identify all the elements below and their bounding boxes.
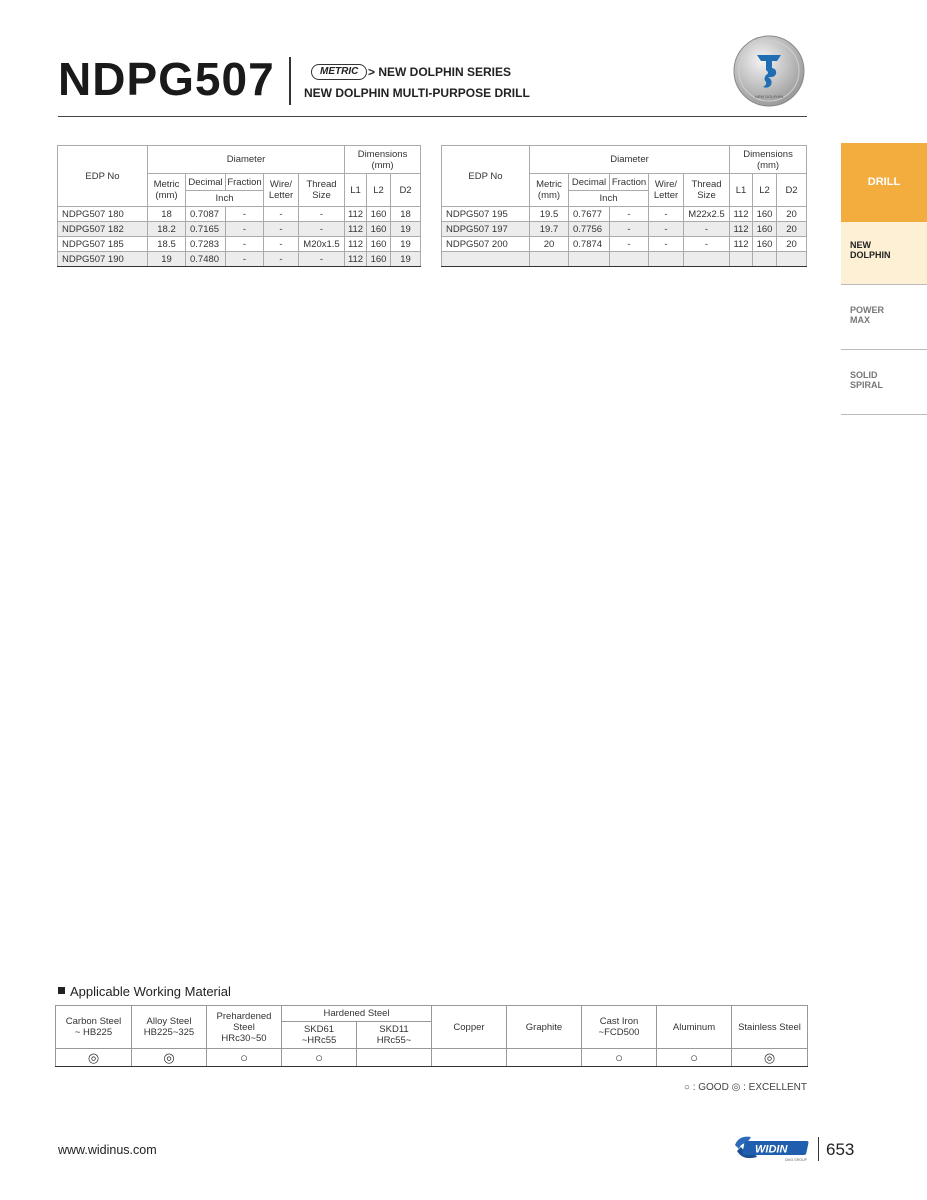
cell-thread: -: [684, 237, 730, 252]
col-d2: D2: [391, 174, 421, 207]
col-inch: Inch: [569, 191, 649, 207]
cell-edp: NDPG507 197: [442, 222, 530, 237]
spec-table-right: [441, 145, 807, 267]
cell-wire: -: [264, 207, 299, 222]
rating-empty: [357, 1049, 432, 1067]
col-l1: L1: [730, 174, 753, 207]
mat-aluminum: Aluminum: [657, 1006, 732, 1049]
col-metric: Metric (mm): [530, 174, 569, 207]
cell-edp: NDPG507 180: [58, 207, 148, 222]
mat-skd61: SKD61 ~HRc55: [282, 1022, 357, 1049]
col-dimensions: Dimensions (mm): [730, 146, 807, 174]
cell-wire: -: [264, 252, 299, 267]
cell-thread: -: [299, 222, 345, 237]
col-dimensions: Dimensions (mm): [345, 146, 421, 174]
product-model-title: NDPG507: [58, 53, 275, 105]
bullet-square-icon: [58, 987, 65, 994]
rating-excellent-icon: ◎: [132, 1049, 207, 1067]
rating-row: [56, 1049, 808, 1067]
col-wire-letter: Wire/ Letter: [264, 174, 299, 207]
col-diameter: Diameter: [530, 146, 730, 174]
mat-prehardened-steel: Prehardened Steel HRc30~50: [207, 1006, 282, 1049]
col-thread-size: Thread Size: [684, 174, 730, 207]
table-row: [58, 252, 421, 267]
cell-l1: 112: [730, 222, 753, 237]
cell-l2: 160: [367, 207, 391, 222]
page-number: 653: [826, 1140, 855, 1159]
cell-l2: 160: [367, 252, 391, 267]
cell-metric: 19.7: [530, 222, 569, 237]
col-edp: EDP No: [442, 146, 530, 207]
col-fraction: Fraction: [226, 174, 264, 191]
col-decimal: Decimal: [569, 174, 610, 191]
cell-edp: NDPG507 200: [442, 237, 530, 252]
cell-d2: 20: [777, 237, 807, 252]
cell-d2: 19: [391, 237, 421, 252]
rating-legend: ○ : GOOD ◎ : EXCELLENT: [683, 1082, 807, 1093]
table-row: [442, 207, 807, 222]
cell-d2: 19: [391, 252, 421, 267]
header-divider: [289, 57, 291, 105]
cell-d2: 20: [777, 222, 807, 237]
cell-edp: [442, 252, 530, 267]
cell-fraction: -: [226, 237, 264, 252]
cell-wire: -: [649, 237, 684, 252]
cell-edp: NDPG507 190: [58, 252, 148, 267]
col-l1: L1: [345, 174, 367, 207]
nav-tab-solid-spiral[interactable]: [841, 350, 927, 415]
cell-l2: 160: [753, 207, 777, 222]
mat-skd11: SKD11 HRc55~: [357, 1022, 432, 1049]
nav-tab-label: MAX: [850, 315, 870, 325]
cell-l2: 160: [367, 222, 391, 237]
material-heading: Applicable Working Material: [58, 984, 231, 999]
mat-hardened-steel: Hardened Steel: [282, 1006, 432, 1022]
cell-edp: NDPG507 185: [58, 237, 148, 252]
logo-caption: NEW DOLPHIN: [754, 94, 784, 99]
cell-wire: -: [264, 222, 299, 237]
material-table: [55, 1005, 808, 1067]
table-row: [58, 207, 421, 222]
product-subtitle: NEW DOLPHIN MULTI-PURPOSE DRILL: [304, 86, 530, 100]
cell-metric: 18.5: [148, 237, 186, 252]
col-diameter: Diameter: [148, 146, 345, 174]
cell-metric: 20: [530, 237, 569, 252]
cell-fraction: -: [610, 222, 649, 237]
brand-subtext: DMG GROUP: [785, 1158, 807, 1162]
mat-copper: Copper: [432, 1006, 507, 1049]
cell-thread: M22x2.5: [684, 207, 730, 222]
cell-d2: 20: [777, 207, 807, 222]
table-row: [442, 222, 807, 237]
nav-tab-power-max[interactable]: [841, 285, 927, 350]
rating-empty: [432, 1049, 507, 1067]
cell-l1: 112: [345, 207, 367, 222]
mat-cast-iron: Cast Iron ~FCD500: [582, 1006, 657, 1049]
table-row: [442, 237, 807, 252]
col-thread-size: Thread Size: [299, 174, 345, 207]
table-row: [58, 237, 421, 252]
col-wire-letter: Wire/ Letter: [649, 174, 684, 207]
table-row: [58, 222, 421, 237]
nav-tab-new-dolphin[interactable]: [841, 222, 927, 285]
nav-tab-label: DOLPHIN: [850, 250, 891, 260]
cell-decimal: 0.7874: [569, 237, 610, 252]
col-fraction: Fraction: [610, 174, 649, 191]
cell-thread: -: [684, 222, 730, 237]
mat-alloy-steel: Alloy Steel HB225~325: [132, 1006, 207, 1049]
cell-fraction: -: [610, 237, 649, 252]
rating-good-icon: ○: [582, 1049, 657, 1067]
cell-l1: 112: [345, 237, 367, 252]
rating-good-icon: ○: [207, 1049, 282, 1067]
widin-logo: [733, 1131, 813, 1165]
col-l2: L2: [367, 174, 391, 207]
cell-thread: -: [299, 207, 345, 222]
rating-empty: [507, 1049, 582, 1067]
cell-l1: [730, 252, 753, 267]
mat-graphite: Graphite: [507, 1006, 582, 1049]
cell-l2: 160: [367, 237, 391, 252]
cell-l1: 112: [345, 222, 367, 237]
nav-tab-label: SOLID: [850, 370, 878, 380]
cell-fraction: [610, 252, 649, 267]
cell-decimal: 0.7677: [569, 207, 610, 222]
cell-metric: 18.2: [148, 222, 186, 237]
cell-l2: 160: [753, 222, 777, 237]
cell-l2: 160: [753, 237, 777, 252]
nav-tab-drill[interactable]: [841, 143, 927, 222]
cell-metric: 18: [148, 207, 186, 222]
col-inch: Inch: [186, 191, 264, 207]
cell-metric: 19: [148, 252, 186, 267]
cell-wire: -: [264, 237, 299, 252]
rating-good-icon: ○: [282, 1049, 357, 1067]
header-rule: [58, 116, 807, 117]
page-number-divider: [818, 1137, 819, 1161]
cell-fraction: -: [226, 252, 264, 267]
cell-l2: [753, 252, 777, 267]
col-d2: D2: [777, 174, 807, 207]
cell-decimal: 0.7480: [186, 252, 226, 267]
nav-tab-label: SPIRAL: [850, 380, 884, 390]
cell-wire: [649, 252, 684, 267]
brand-name: WIDIN: [755, 1143, 788, 1156]
cell-decimal: [569, 252, 610, 267]
cell-d2: [777, 252, 807, 267]
cell-thread: -: [299, 252, 345, 267]
cell-thread: [684, 252, 730, 267]
cell-l1: 112: [730, 237, 753, 252]
cell-thread: M20x1.5: [299, 237, 345, 252]
cell-wire: -: [649, 207, 684, 222]
cell-edp: NDPG507 195: [442, 207, 530, 222]
nav-tab-label: POWER: [850, 305, 885, 315]
rating-good-icon: ○: [657, 1049, 732, 1067]
nav-tab-label: NEW: [850, 240, 871, 250]
cell-edp: NDPG507 182: [58, 222, 148, 237]
cell-fraction: -: [610, 207, 649, 222]
col-edp: EDP No: [58, 146, 148, 207]
side-nav: [841, 143, 927, 415]
cell-l1: 112: [730, 207, 753, 222]
metric-badge: METRIC: [311, 64, 367, 80]
cell-wire: -: [649, 222, 684, 237]
mat-carbon-steel: Carbon Steel ~ HB225: [56, 1006, 132, 1049]
col-l2: L2: [753, 174, 777, 207]
website-link[interactable]: www.widinus.com: [58, 1143, 157, 1157]
cell-decimal: 0.7165: [186, 222, 226, 237]
spec-table-left: [57, 145, 421, 267]
cell-l1: 112: [345, 252, 367, 267]
new-dolphin-logo: [733, 35, 805, 107]
table-row-empty: [442, 252, 807, 267]
rating-excellent-icon: ◎: [732, 1049, 808, 1067]
series-breadcrumb: > NEW DOLPHIN SERIES: [368, 65, 512, 79]
nav-tab-drill-label: DRILL: [867, 176, 901, 188]
col-decimal: Decimal: [186, 174, 226, 191]
cell-fraction: -: [226, 207, 264, 222]
cell-decimal: 0.7756: [569, 222, 610, 237]
cell-metric: 19.5: [530, 207, 569, 222]
cell-decimal: 0.7087: [186, 207, 226, 222]
cell-metric: [530, 252, 569, 267]
cell-d2: 19: [391, 222, 421, 237]
cell-fraction: -: [226, 222, 264, 237]
cell-d2: 18: [391, 207, 421, 222]
col-metric: Metric (mm): [148, 174, 186, 207]
rating-excellent-icon: ◎: [56, 1049, 132, 1067]
mat-stainless-steel: Stainless Steel: [732, 1006, 808, 1049]
cell-decimal: 0.7283: [186, 237, 226, 252]
